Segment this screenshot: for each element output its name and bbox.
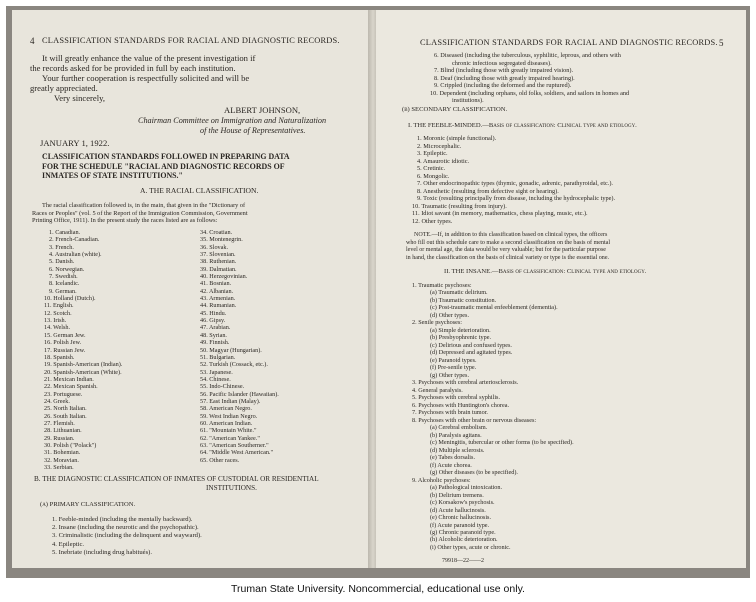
race-item: 29. Russian. — [44, 434, 75, 442]
note-line: NOTE.—If, in addition to this classification based on clinical types, the officers — [414, 232, 608, 238]
insane-item: (g) Other diseases (to be specified). — [430, 469, 518, 477]
letter-line: It will greatly enhance the value of the present investigation if — [42, 53, 256, 63]
race-item: 20. Spanish-American (White). — [44, 368, 122, 376]
race-item: 7. Swedish. — [49, 273, 78, 281]
document-title — [42, 152, 290, 181]
race-item: 52. Turkish (Cossack, etc.). — [200, 361, 268, 369]
feeble-minded-item: 10. Traumatic (resulting from injury). — [412, 202, 507, 210]
race-item: 1. Canadian. — [49, 229, 81, 236]
letter-line: the records asked for be provided in full by each institution. — [30, 63, 236, 73]
race-item: 33. Serbian. — [44, 464, 74, 471]
race-item: 43. Armenian. — [200, 295, 236, 303]
race-item: 37. Slovenian. — [200, 251, 236, 259]
insane-item: 6. Psychoses with Huntington's chorea. — [412, 401, 510, 409]
insane-item: (g) Chronic paranoid type. — [430, 528, 496, 536]
right-running-header: CLASSIFICATION STANDARDS FOR RACIAL AND DIAGNOSTIC RECORDS. — [420, 38, 718, 47]
feeble-minded-item: 3. Epileptic. — [417, 150, 448, 158]
insane-item: (b) Delirium tremens. — [430, 491, 484, 499]
feeble-minded-item: 2. Microcephalic. — [417, 142, 462, 150]
section-b-line: INSTITUTIONS. — [206, 483, 257, 492]
document-title-line: FOR THE SCHEDULE "RACIAL AND DIAGNOSTIC RECORDS OF — [42, 161, 285, 171]
primary-item: 7. Blind (including those with greatly impaired vision). — [434, 67, 574, 74]
insane-item: (b) Paralysis agitans. — [430, 431, 482, 439]
feeble-minded-item: 1. Moronic (simple functional). — [417, 135, 497, 142]
race-item: 24. Greek. — [44, 397, 70, 405]
primary-item: 5. Inebriate (including drug habitués). — [52, 548, 152, 556]
note-line: who fill out this schedule care to make a second classification on the basis of mental — [406, 239, 611, 246]
insane-item: (i) Other types, acute or chronic. — [430, 543, 511, 551]
signature-title-2: of the House of Representatives. — [200, 126, 306, 135]
feeble-minded-item: 7. Other endocrinopathic types (thymic, gonadic, adrenic, parathyroidal, etc.). — [417, 180, 614, 188]
race-item: 12. Scotch. — [44, 309, 72, 317]
signature-name: ALBERT JOHNSON, — [224, 105, 301, 115]
insane-item: 2. Senile psychoses: — [412, 319, 463, 327]
race-item: 32. Moravian. — [44, 456, 79, 464]
race-item: 46. Gipsy. — [200, 317, 226, 325]
race-item: 54. Chinese. — [200, 375, 231, 383]
race-item: 2. French-Canadian. — [49, 236, 100, 244]
insane-item: (d) Other types. — [430, 311, 470, 319]
primary-item: 2. Insane (including the neurotic and the psychopathic). — [52, 524, 199, 532]
primary-classification-heading: (a) PRIMARY CLASSIFICATION. — [40, 501, 136, 508]
race-item: 13. Irish. — [44, 317, 67, 325]
race-list-column-2 — [200, 229, 279, 464]
race-item: 10. Holland (Dutch). — [44, 295, 96, 303]
race-item: 56. Pacific Islander (Hawaiian). — [200, 390, 279, 398]
feeble-minded-item: 5. Cretinic. — [417, 165, 446, 173]
race-item: 48. Syrian. — [200, 331, 227, 339]
feeble-minded-item: 11. Idiot savant (in memory, mathematics, chess playing, music, etc.). — [412, 210, 588, 218]
insane-item: 7. Psychoses with brain tumor. — [412, 409, 488, 417]
race-item: 57. East Indian (Malay). — [200, 397, 261, 405]
left-running-header: CLASSIFICATION STANDARDS FOR RACIAL AND DIAGNOSTIC RECORDS. — [42, 36, 340, 45]
race-item: 31. Bohemian. — [44, 449, 81, 457]
race-item: 19. Spanish-American (Indian). — [44, 361, 123, 369]
primary-item: 10. Dependent (including orphans, old folks, soldiers, and sailors in homes and — [430, 89, 630, 97]
insane-item: (a) Simple deterioration. — [430, 326, 491, 334]
race-item: 26. South Italian. — [44, 412, 87, 420]
insane-item: (f) Acute chorea. — [430, 461, 472, 469]
right-page — [376, 10, 746, 568]
insane-item: (h) Alcoholic deterioration. — [430, 536, 498, 544]
race-item: 25. North Italian. — [44, 405, 87, 413]
right-page-number: 5 — [719, 38, 724, 48]
race-item: 58. American Negro. — [200, 405, 252, 413]
note-line: level or mental age, the data would be very valuable; but for the particular purpose — [406, 247, 606, 253]
race-item: 55. Indo-Chinese. — [200, 383, 245, 391]
primary-item: 6. Diseased (including the tuberculous, syphilitic, leprous, and others with — [434, 52, 621, 59]
race-item: 61. "Mountain White." — [200, 427, 257, 435]
primary-item: 8. Deaf (including those with greatly impaired hearing). — [434, 74, 575, 82]
race-item: 47. Arabian. — [200, 324, 231, 332]
insane-item: (c) Korsakow's psychosis. — [430, 499, 495, 507]
feeble-minded-heading — [408, 122, 637, 129]
insane-item: (d) Acute hallucinosis. — [430, 506, 486, 514]
footer-notice: Truman State University. Noncommercial, educational use only. — [231, 583, 525, 595]
intro-line: The racial classification followed is, in the main, that given in the "Dictionary of — [42, 202, 246, 209]
primary-continued-list — [430, 52, 630, 105]
feeble-minded-list — [412, 135, 615, 226]
print-code: 79918—22——2 — [442, 558, 484, 564]
insane-item: 8. Psychoses with other brain or nervous diseases: — [412, 416, 537, 424]
race-item: 11. English. — [44, 302, 74, 310]
race-item: 5. Danish. — [49, 258, 75, 266]
insane-item: 1. Traumatic psychoses: — [412, 282, 472, 289]
insane-list — [412, 282, 574, 551]
insane-item: (f) Acute paranoid type. — [430, 521, 490, 529]
race-item: 9. German. — [49, 287, 77, 295]
note-line: in hand, the classification on the basis of clinical variety or type is the essential one. — [406, 254, 610, 261]
race-item: 53. Japanese. — [200, 368, 233, 376]
insane-heading — [444, 268, 646, 275]
race-item: 38. Ruthenian. — [200, 258, 237, 266]
race-item: 4. Australian (white). — [49, 251, 102, 259]
section-b-heading — [34, 475, 319, 493]
race-item: 28. Lithuanian. — [44, 427, 82, 435]
insane-item: (a) Traumatic delirium. — [430, 289, 488, 297]
document-title-line: INMATES OF STATE INSTITUTIONS." — [42, 171, 183, 181]
race-item: 30. Polish ("Polack") — [44, 441, 97, 449]
primary-classification-list — [52, 516, 202, 557]
intro-line: Printing Office, 1911). In the present study the races listed are as follows: — [32, 217, 218, 225]
insane-item: (a) Pathological intoxication. — [430, 484, 502, 492]
race-item: 42. Albanian. — [200, 287, 234, 295]
letter-line: greatly appreciated. — [30, 83, 98, 93]
primary-item: 9. Crippled (including the deformed and the ruptured). — [434, 82, 572, 89]
race-item: 6. Norwegian. — [49, 265, 85, 273]
race-item: 51. Bulgarian. — [200, 353, 236, 361]
insane-heading-text: II. THE INSANE.—Basis of classification: Clinical type and etiology. — [444, 268, 647, 275]
race-item: 49. Finnish. — [200, 339, 230, 347]
insane-item: (c) Post-traumatic mental enfeeblement (dementia). — [430, 304, 558, 312]
feeble-minded-item: 12. Other types. — [412, 218, 453, 226]
race-item: 44. Rumanian. — [200, 302, 237, 310]
race-item: 8. Icelandic. — [49, 280, 80, 288]
race-item: 18. Spanish. — [44, 353, 75, 361]
feeble-minded-item: 6. Mongolic. — [417, 172, 450, 180]
letter-line: Your further cooperation is respectfully solicited and will be — [42, 73, 250, 83]
race-item: 21. Mexican Indian. — [44, 375, 94, 383]
feeble-minded-item: 8. Anesthetic (resulting from defective sight or hearing). — [417, 187, 559, 195]
primary-item: 1. Feeble-minded (including the mentally backward). — [52, 516, 193, 523]
insane-item: 9. Alcoholic psychoses: — [412, 476, 471, 484]
race-item: 59. West Indian Negro. — [200, 412, 258, 420]
left-page-number: 4 — [30, 36, 35, 46]
letter-date: JANUARY 1, 1922. — [40, 138, 110, 148]
insane-item: (b) Presbyophrenic type. — [430, 334, 491, 342]
race-item: 62. "American Yankee." — [200, 434, 260, 442]
insane-item: (f) Pre-senile type. — [430, 364, 477, 372]
letter-paragraph — [30, 53, 255, 103]
insane-item: (e) Paranoid types. — [430, 356, 477, 364]
race-item: 36. Slovak. — [200, 243, 229, 251]
feeble-minded-heading-text: I. THE FEEBLE-MINDED.—Basis of classification: Clinical type and etiology. — [408, 122, 637, 129]
race-list-column-1 — [44, 229, 122, 471]
race-item: 60. American Indian. — [200, 419, 253, 427]
section-b-line: B. THE DIAGNOSTIC CLASSIFICATION OF INMATES OF CUSTODIAL OR RESIDENTIAL — [34, 475, 319, 483]
secondary-classification-heading: (b) SECONDARY CLASSIFICATION. — [402, 106, 508, 113]
race-item: 27. Flemish. — [44, 419, 75, 427]
insane-item: 5. Psychoses with cerebral syphilis. — [412, 394, 500, 402]
insane-item: (g) Other types. — [430, 371, 470, 379]
document-title-line: CLASSIFICATION STANDARDS FOLLOWED IN PREPARING DATA — [42, 152, 290, 161]
insane-item: (e) Chronic hallucinosis. — [430, 514, 492, 522]
insane-item: 4. General paralysis. — [412, 386, 463, 394]
primary-item: 3. Criminalistic (including the delinquent and wayward). — [52, 532, 202, 540]
insane-item: (a) Cerebral embolism. — [430, 424, 488, 432]
insane-item: (c) Delirious and confused types. — [430, 341, 512, 349]
race-item: 22. Mexican Spanish. — [44, 383, 98, 391]
race-item: 17. Russian Jew. — [44, 346, 86, 354]
section-a-heading: A. THE RACIAL CLASSIFICATION. — [140, 186, 259, 195]
letter-closing: Very sincerely, — [54, 93, 105, 103]
insane-item: (d) Depressed and agitated types. — [430, 349, 513, 357]
race-item: 39. Dalmatian. — [200, 265, 237, 273]
note-paragraph — [406, 232, 610, 262]
race-item: 63. "American Southerner." — [200, 441, 269, 449]
race-item: 65. Other races. — [200, 456, 240, 464]
primary-item: chronic infectious segregated diseases). — [452, 59, 552, 67]
insane-item: (b) Traumatic constitution. — [430, 296, 497, 304]
race-item: 64. "Middle West American." — [200, 449, 274, 457]
race-item: 50. Magyar (Hungarian). — [200, 346, 262, 354]
race-item: 3. French. — [49, 243, 74, 251]
primary-item: institutions). — [452, 97, 484, 104]
race-item: 41. Bosnian. — [200, 280, 232, 288]
insane-item: 3. Psychoses with cerebral arteriosclerosis. — [412, 379, 519, 387]
insane-item: (c) Meningitis, tubercular or other forms (to be specified). — [430, 439, 574, 447]
insane-item: (e) Tabes dorsalis. — [430, 454, 475, 462]
primary-item: 4. Epileptic. — [52, 540, 85, 548]
feeble-minded-item: 4. Amaurotic idiotic. — [417, 157, 470, 165]
race-item: 40. Herzegovinian. — [200, 273, 248, 281]
race-item: 14. Welsh. — [44, 324, 71, 332]
race-item: 15. German Jew. — [44, 331, 86, 339]
race-item: 45. Hindu. — [200, 309, 227, 317]
insane-item: (d) Multiple sclerosis. — [430, 446, 485, 454]
left-page — [12, 10, 370, 568]
race-item: 16. Polish Jew. — [44, 339, 82, 347]
race-item: 35. Montenegrin. — [200, 236, 243, 244]
race-item: 34. Croatian. — [200, 229, 233, 236]
racial-intro — [32, 202, 248, 225]
signature-title-1: Chairman Committee on Immigration and Naturalization — [138, 116, 327, 125]
intro-line: Races or Peoples" (vol. 5 of the Report of the Immigration Commission, Government — [32, 209, 248, 217]
race-item: 23. Portuguese. — [44, 390, 83, 398]
feeble-minded-item: 9. Toxic (resulting principally from disease, including the hydrocephalic type). — [417, 195, 616, 203]
